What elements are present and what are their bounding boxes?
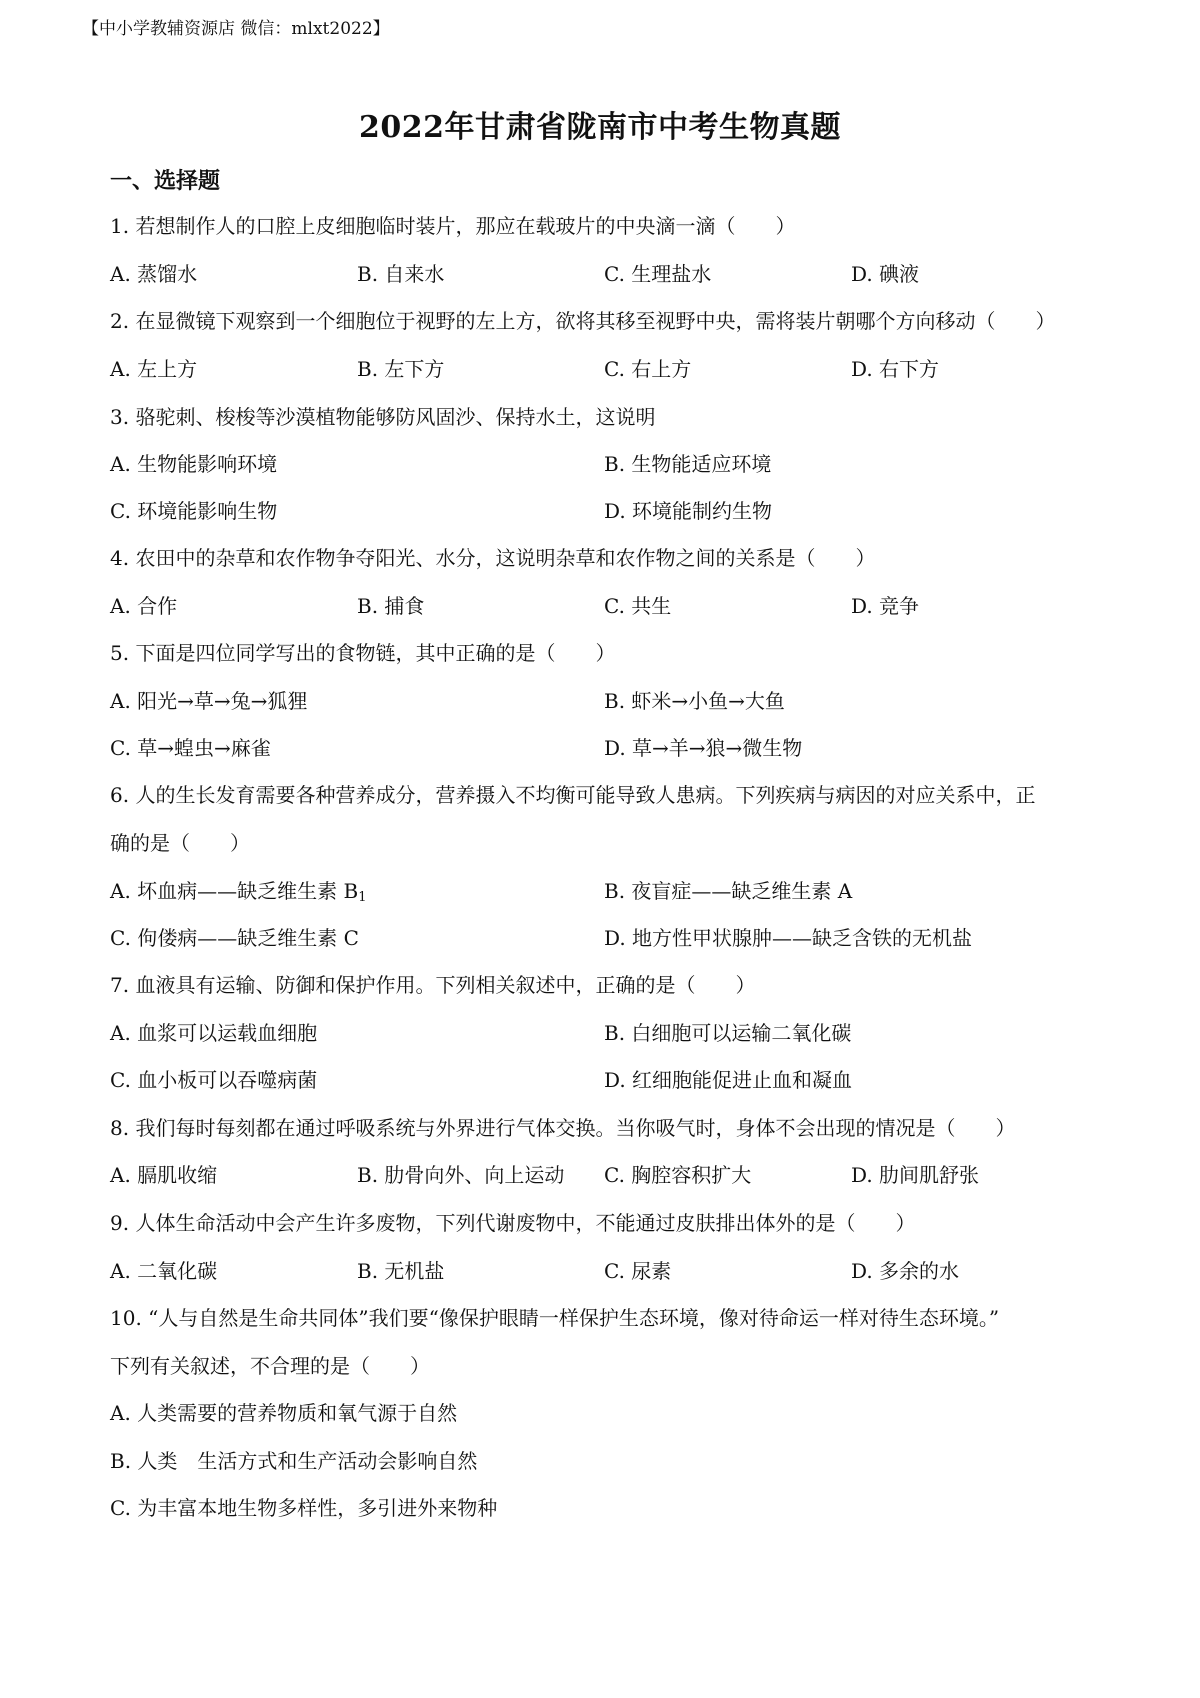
question-6-stem-line-1: 6. 人的生长发育需要各种营养成分，营养摄入不均衡可能导致人患病。下列疾病与病因的对应关系中，正 [110,783,1036,807]
q7-option-d: D. 红细胞能促进止血和凝血 [604,1068,853,1092]
q9-option-a: A. 二氧化碳 [110,1259,218,1283]
question-10-stem-line-1: 10. “人与自然是生命共同体”我们要“像保护眼睛一样保护生态环境，像对待命运一样对待生态环境。” [110,1306,1000,1330]
question-8-stem: 8. 我们每时每刻都在通过呼吸系统与外界进行气体交换。当你吸气时，身体不会出现的情况是（ ） [110,1116,1016,1140]
q10-option-b: B. 人类 生活方式和生产活动会影响自然 [110,1449,478,1473]
q5-option-c: C. 草→蝗虫→麻雀 [110,736,271,760]
question-3-stem: 3. 骆驼刺、梭梭等沙漠植物能够防风固沙、保持水土，这说明 [110,405,656,429]
q7-option-b: B. 白细胞可以运输二氧化碳 [604,1021,852,1045]
q6-option-c: C. 佝偻病——缺乏维生素 C [110,926,359,950]
section-heading: 一、选择题 [110,168,221,194]
q6-option-b: B. 夜盲症——缺乏维生素 A [604,879,853,903]
subscript: 1 [358,890,367,905]
q2-option-b: B. 左下方 [357,357,445,381]
q7-option-a: A. 血浆可以运载血细胞 [110,1021,318,1045]
q4-option-a: A. 合作 [110,594,178,618]
q10-option-a: A. 人类需要的营养物质和氧气源于自然 [110,1401,458,1425]
q2-option-d: D. 右下方 [851,357,940,381]
q2-option-c: C. 右上方 [604,357,692,381]
q4-option-d: D. 竞争 [851,594,920,618]
q3-option-a: A. 生物能影响环境 [110,452,278,476]
q4-option-c: C. 共生 [604,594,672,618]
q3-option-b: B. 生物能适应环境 [604,452,772,476]
header-note: 【中小学教辅资源店 微信：mlxt2022】 [82,19,390,39]
q2-option-a: A. 左上方 [110,357,198,381]
question-5-stem: 5. 下面是四位同学写出的食物链，其中正确的是（ ） [110,641,616,665]
q8-option-a: A. 膈肌收缩 [110,1163,218,1187]
question-9-stem: 9. 人体生命活动中会产生许多废物，下列代谢废物中，不能通过皮肤排出体外的是（ ） [110,1211,916,1235]
q1-option-a: A. 蒸馏水 [110,262,198,286]
q8-option-d: D. 肋间肌舒张 [851,1163,980,1187]
question-1-stem: 1. 若想制作人的口腔上皮细胞临时装片，那应在载玻片的中央滴一滴（ ） [110,214,796,238]
q1-option-d: D. 碘液 [851,262,920,286]
question-6-stem-line-2: 确的是（ ） [110,831,250,855]
question-7-stem: 7. 血液具有运输、防御和保护作用。下列相关叙述中，正确的是（ ） [110,973,756,997]
page-title: 2022年甘肃省陇南市中考生物真题 [359,110,841,145]
q6-option-d: D. 地方性甲状腺肿——缺乏含铁的无机盐 [604,926,973,950]
question-10-stem-line-2: 下列有关叙述，不合理的是（ ） [110,1354,430,1378]
q8-option-c: C. 胸腔容积扩大 [604,1163,752,1187]
q3-option-d: D. 环境能制约生物 [604,499,773,523]
question-2-stem: 2. 在显微镜下观察到一个细胞位于视野的左上方，欲将其移至视野中央，需将装片朝哪个方向移动（ ） [110,309,1056,333]
q5-option-d: D. 草→羊→狼→微生物 [604,736,803,760]
q1-option-b: B. 自来水 [357,262,445,286]
question-4-stem: 4. 农田中的杂草和农作物争夺阳光、水分，这说明杂草和农作物之间的关系是（ ） [110,546,876,570]
q1-option-c: C. 生理盐水 [604,262,712,286]
q9-option-c: C. 尿素 [604,1259,672,1283]
q5-option-b: B. 虾米→小鱼→大鱼 [604,689,785,713]
q7-option-c: C. 血小板可以吞噬病菌 [110,1068,318,1092]
q8-option-b: B. 肋骨向外、向上运动 [357,1163,565,1187]
q6-option-a: A. 坏血病——缺乏维生素 $B_1$ [110,879,367,905]
q3-option-c: C. 环境能影响生物 [110,499,278,523]
q4-option-b: B. 捕食 [357,594,425,618]
q5-option-a: A. 阳光→草→兔→狐狸 [110,689,308,713]
q9-option-d: D. 多余的水 [851,1259,960,1283]
q10-option-c: C. 为丰富本地生物多样性，多引进外来物种 [110,1496,498,1520]
q9-option-b: B. 无机盐 [357,1259,445,1283]
